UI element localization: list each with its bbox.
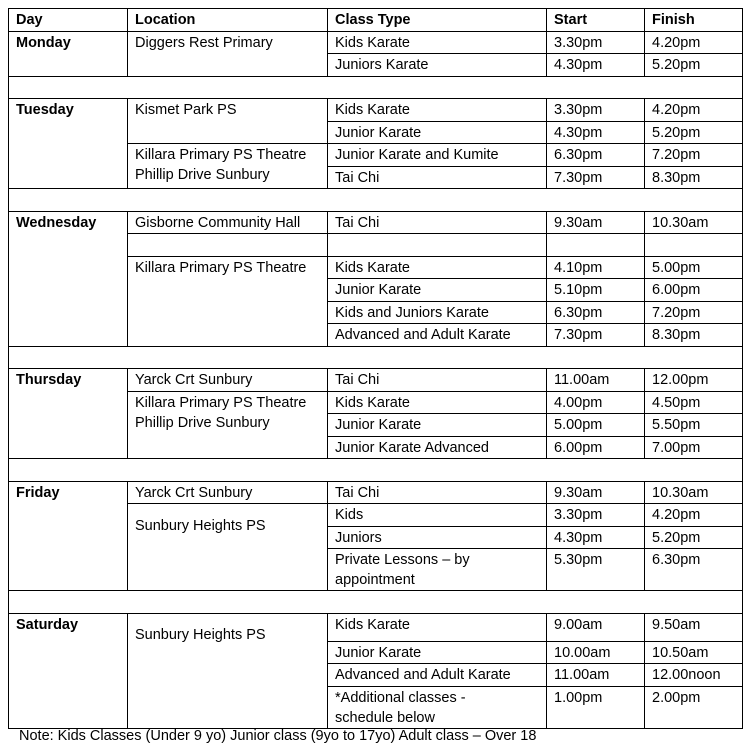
header-row	[9, 9, 743, 32]
finish-cell: 10.30am	[645, 481, 743, 504]
start-cell: 5.30pm	[547, 549, 645, 591]
start-cell: 9.30am	[547, 211, 645, 234]
start-cell: 5.00pm	[547, 414, 645, 437]
spacer-row	[9, 76, 743, 99]
start-cell: 4.30pm	[547, 121, 645, 144]
class-cell: Junior Karate	[328, 414, 547, 437]
day-thursday: Thursday	[9, 369, 128, 459]
location-cell	[128, 391, 328, 459]
start-cell: 4.30pm	[547, 54, 645, 77]
start-cell: 10.00am	[547, 641, 645, 664]
day-monday: Monday	[9, 31, 128, 76]
age-note: Note: Kids Classes (Under 9 yo) Junior class (9yo to 17yo) Adult class – Over 18	[19, 728, 537, 744]
finish-cell: 5.20pm	[645, 121, 743, 144]
header-start: Start	[547, 9, 645, 32]
day-tuesday: Tuesday	[9, 99, 128, 189]
location-line: Killara Primary PS Theatre	[135, 394, 307, 411]
finish-cell: 12.00pm	[645, 369, 743, 392]
class-schedule-table	[8, 8, 743, 729]
class-line: schedule below	[335, 709, 435, 726]
class-cell: Tai Chi	[328, 369, 547, 392]
location-cell: Yarck Crt Sunbury	[128, 369, 328, 392]
class-cell: Advanced and Adult Karate	[328, 324, 547, 347]
class-cell: Kids and Juniors Karate	[328, 301, 547, 324]
start-cell: 7.30pm	[547, 324, 645, 347]
class-cell: Juniors Karate	[328, 54, 547, 77]
finish-cell: 6.30pm	[645, 549, 743, 591]
start-cell: 11.00am	[547, 664, 645, 687]
class-cell	[328, 549, 547, 591]
table-row	[9, 99, 743, 122]
spacer-row	[9, 346, 743, 369]
class-cell: Junior Karate and Kumite	[328, 144, 547, 167]
class-cell: Kids Karate	[328, 613, 547, 641]
table-row	[9, 211, 743, 234]
table-row	[9, 369, 743, 392]
finish-cell: 5.20pm	[645, 54, 743, 77]
finish-cell: 10.30am	[645, 211, 743, 234]
finish-cell: 4.20pm	[645, 31, 743, 54]
location-cell: Killara Primary PS Theatre	[128, 256, 328, 346]
location-cell: Sunbury Heights PS	[128, 613, 328, 728]
class-cell: Tai Chi	[328, 166, 547, 189]
class-cell: Junior Karate Advanced	[328, 436, 547, 459]
class-cell: Kids Karate	[328, 31, 547, 54]
start-cell: 4.30pm	[547, 526, 645, 549]
class-line: Private Lessons – by	[335, 552, 470, 568]
location-cell: Kismet Park PS	[128, 99, 328, 144]
finish-cell: 5.50pm	[645, 414, 743, 437]
finish-cell: 12.00noon	[645, 664, 743, 687]
class-cell: Junior Karate	[328, 641, 547, 664]
header-day: Day	[9, 9, 128, 32]
class-cell: Kids Karate	[328, 256, 547, 279]
table-row	[9, 481, 743, 504]
start-cell: 4.00pm	[547, 391, 645, 414]
finish-cell: 7.20pm	[645, 144, 743, 167]
start-cell: 6.00pm	[547, 436, 645, 459]
day-wednesday: Wednesday	[9, 211, 128, 346]
location-line: Phillip Drive Sunbury	[135, 414, 270, 431]
spacer-row	[9, 189, 743, 212]
class-cell: Junior Karate	[328, 121, 547, 144]
location-line: Phillip Drive Sunbury	[135, 167, 270, 183]
finish-cell: 5.00pm	[645, 256, 743, 279]
start-cell: 6.30pm	[547, 301, 645, 324]
header-class-type: Class Type	[328, 9, 547, 32]
class-cell: Kids Karate	[328, 391, 547, 414]
finish-cell: 4.20pm	[645, 99, 743, 122]
day-saturday: Saturday	[9, 613, 128, 728]
finish-cell: 7.20pm	[645, 301, 743, 324]
start-cell: 7.30pm	[547, 166, 645, 189]
start-cell: 3.30pm	[547, 99, 645, 122]
start-cell: 3.30pm	[547, 504, 645, 527]
location-cell: Gisborne Community Hall	[128, 211, 328, 234]
class-cell: Tai Chi	[328, 211, 547, 234]
location-cell: Sunbury Heights PS	[128, 504, 328, 591]
location-cell: Diggers Rest Primary	[128, 31, 328, 76]
finish-cell: 9.50am	[645, 613, 743, 641]
location-line: Killara Primary PS Theatre	[135, 147, 307, 163]
start-cell: 6.30pm	[547, 144, 645, 167]
class-cell: Juniors	[328, 526, 547, 549]
header-finish: Finish	[645, 9, 743, 32]
start-cell: 9.00am	[547, 613, 645, 641]
table-row	[9, 31, 743, 54]
class-cell: Kids Karate	[328, 99, 547, 122]
finish-cell: 7.00pm	[645, 436, 743, 459]
finish-cell: 5.20pm	[645, 526, 743, 549]
class-cell: Junior Karate	[328, 279, 547, 302]
finish-cell: 8.30pm	[645, 166, 743, 189]
class-line: appointment	[335, 572, 415, 588]
day-friday: Friday	[9, 481, 128, 591]
table-row	[9, 613, 743, 641]
start-cell: 3.30pm	[547, 31, 645, 54]
location-cell: Yarck Crt Sunbury	[128, 481, 328, 504]
start-cell: 5.10pm	[547, 279, 645, 302]
finish-cell: 8.30pm	[645, 324, 743, 347]
start-cell: 1.00pm	[547, 686, 645, 728]
header-location: Location	[128, 9, 328, 32]
start-cell: 11.00am	[547, 369, 645, 392]
class-cell	[328, 686, 547, 728]
finish-cell: 4.20pm	[645, 504, 743, 527]
spacer-row	[9, 591, 743, 614]
class-cell: Advanced and Adult Karate	[328, 664, 547, 687]
finish-cell: 2.00pm	[645, 686, 743, 728]
finish-cell: 10.50am	[645, 641, 743, 664]
finish-cell: 6.00pm	[645, 279, 743, 302]
finish-cell: 4.50pm	[645, 391, 743, 414]
class-cell: Tai Chi	[328, 481, 547, 504]
class-line: *Additional classes -	[335, 689, 466, 706]
spacer-row	[9, 459, 743, 482]
location-cell	[128, 144, 328, 189]
start-cell: 4.10pm	[547, 256, 645, 279]
start-cell: 9.30am	[547, 481, 645, 504]
class-cell: Kids	[328, 504, 547, 527]
